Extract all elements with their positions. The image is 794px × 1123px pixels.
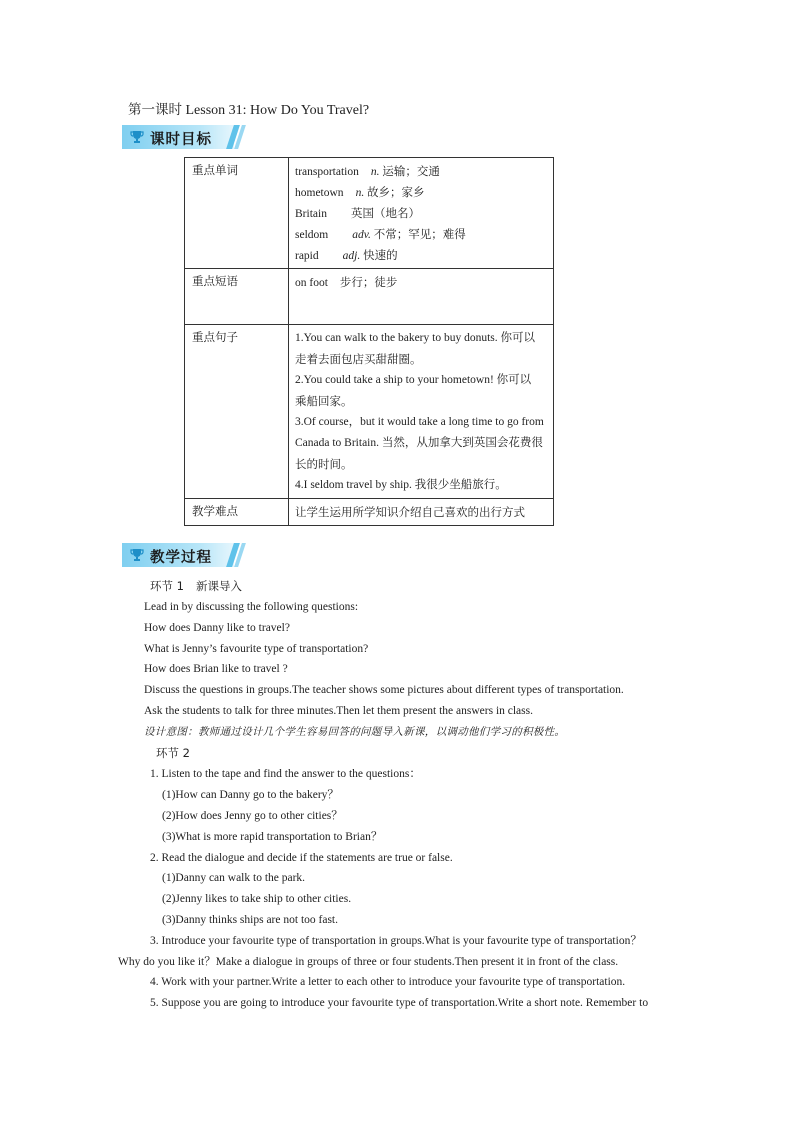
lead-in-line: How does Brian like to travel ? [144, 663, 288, 675]
vocab-line: transportation n. 运输；交通 [295, 164, 440, 178]
task4-line: 4. Work with your partner.Write a letter to each other to introduce your favourite type of transportation. [150, 976, 626, 988]
sentence-line: 2.You could take a ship to your hometown! 你可以 [295, 374, 532, 386]
difficulty-line: 让学生运用所学知识介绍自己喜欢的出行方式 [295, 505, 525, 519]
goals-table [184, 157, 554, 526]
lead-in-line: What is Jenny’s favourite type of transportation? [144, 643, 369, 655]
lesson-title [128, 98, 369, 119]
sentence-line: 4.I seldom travel by ship. 我很少坐船旅行。 [295, 479, 507, 491]
row-body [289, 325, 554, 499]
task1-title: 1. Listen to the tape and find the answer to the questions： [150, 768, 421, 780]
trophy-icon [130, 548, 144, 562]
row-body [289, 269, 554, 325]
row-body [289, 499, 554, 526]
sentence-line: 3.Of course，but it would take a long time to go from [295, 416, 544, 428]
task2-item: (1)Danny can walk to the park. [162, 872, 306, 884]
design-note: 设计意图：教师通过设计几个学生容易回答的问题导入新课，以调动他们学习的积极性。 [144, 726, 566, 738]
sentence-line: 乘船回家。 [295, 394, 353, 408]
row-body [289, 158, 554, 269]
task5-line: 5. Suppose you are going to introduce your favourite type of transportation.Write a short note. Remember to [150, 997, 649, 1009]
table-row [185, 499, 554, 526]
sentence-line: 1.You can walk to the bakery to buy donuts. 你可以 [295, 332, 535, 344]
row-head: 重点短语 [185, 269, 289, 325]
title-prefix: 第一课时 [128, 102, 182, 118]
task1-item: (2)How does Jenny go to other cities？ [162, 810, 343, 822]
table-row [185, 269, 554, 325]
table-row [185, 158, 554, 269]
section-title-process: 教学过程 [150, 550, 212, 566]
sentence-line: 走着去面包店买甜甜圈。 [295, 352, 422, 366]
vocab-line: seldom adv. 不常；罕见；难得 [295, 227, 466, 241]
title-text: Lesson 31: How Do You Travel? [185, 103, 370, 118]
row-head: 教学难点 [185, 499, 289, 526]
task2-title: 2. Read the dialogue and decide if the statements are true or false. [150, 852, 453, 864]
step1-heading: 环节 1 新课导入 [150, 579, 242, 593]
vocab-line: hometown n. 故乡；家乡 [295, 185, 425, 199]
phrase-line: on foot 步行；徒步 [295, 275, 398, 289]
task1-item: (3)What is more rapid transportation to Brian？ [162, 831, 383, 843]
step2-heading: 环节 2 [156, 746, 190, 760]
task3-line: 3. Introduce your favourite type of transportation in groups.What is your favourite type of transportation？ [150, 935, 642, 947]
lead-in-line: Ask the students to talk for three minutes.Then let them present the answers in class. [144, 705, 533, 717]
table-row [185, 325, 554, 499]
vocab-line: rapid adj. 快速的 [295, 248, 398, 262]
section-banner-goals [122, 125, 246, 149]
task1-item: (1)How can Danny go to the bakery？ [162, 789, 339, 801]
trophy-icon [130, 130, 144, 144]
sentence-line: Canada to Britain. 当然，从加拿大到英国会花费很 [295, 437, 543, 449]
vocab-line: Britain 英国（地名） [295, 206, 420, 220]
task2-item: (2)Jenny likes to take ship to other cities. [162, 893, 352, 905]
row-head: 重点句子 [185, 325, 289, 499]
task3-line: Why do you like it？Make a dialogue in groups of three or four students.Then present it in front of the class. [118, 956, 619, 968]
lead-in-line: How does Danny like to travel? [144, 622, 290, 634]
section-banner-process [122, 543, 246, 567]
row-head: 重点单词 [185, 158, 289, 269]
section-title-goals: 课时目标 [150, 132, 212, 148]
task2-item: (3)Danny thinks ships are not too fast. [162, 914, 338, 926]
lead-in-line: Discuss the questions in groups.The teacher shows some pictures about different types of transportation. [144, 684, 624, 696]
lead-in-line: Lead in by discussing the following questions: [144, 601, 359, 613]
sentence-line: 长的时间。 [295, 457, 353, 471]
